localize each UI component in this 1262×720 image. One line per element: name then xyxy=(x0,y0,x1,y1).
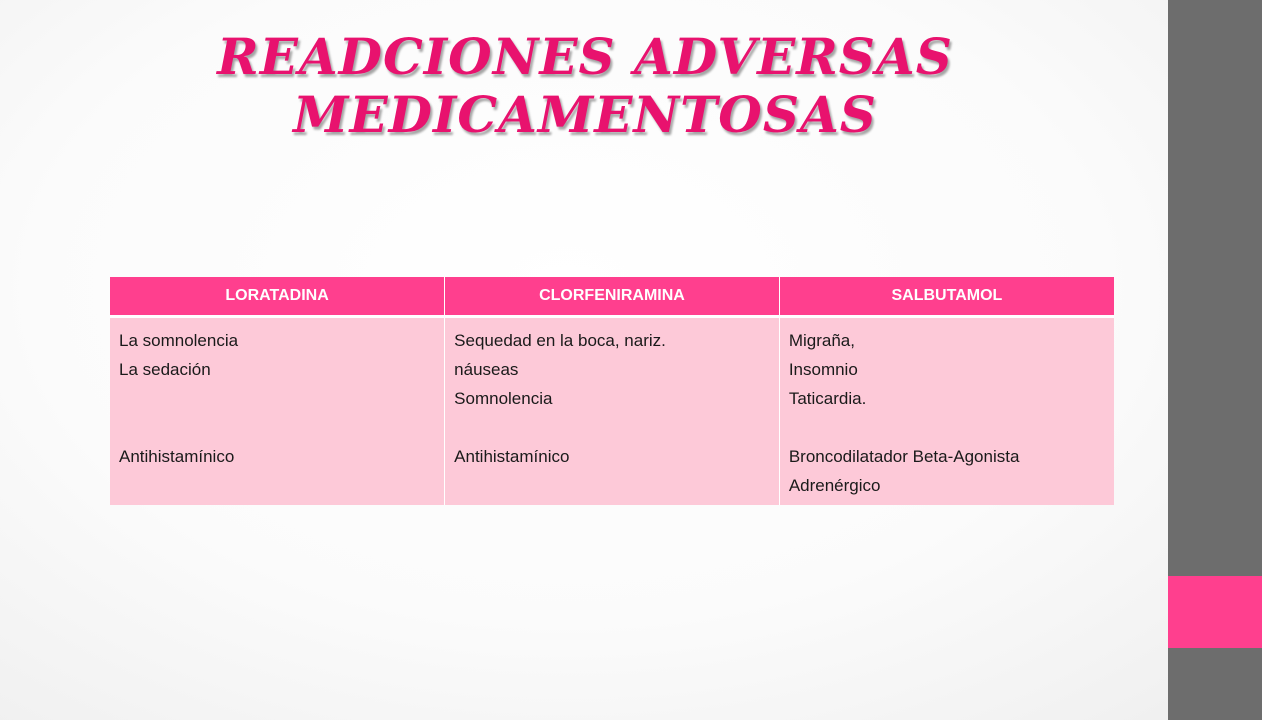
cell-salbutamol xyxy=(779,317,1114,506)
effect-text: náuseas xyxy=(454,360,519,379)
classification-text: Antihistamínico xyxy=(454,447,570,466)
spacer xyxy=(454,413,770,442)
side-accent-block xyxy=(1168,576,1262,648)
classification-text: Broncodilatador Beta-Agonista xyxy=(788,447,1020,466)
effect-text: La sedación xyxy=(119,360,211,379)
header-salbutamol: SALBUTAMOL xyxy=(779,277,1114,317)
header-clorfeniramina: CLORFENIRAMINA xyxy=(445,277,780,317)
title-line-2: MEDICAMENTOSAS xyxy=(293,85,877,144)
table-row xyxy=(110,317,1114,506)
header-loratadina: LORATADINA xyxy=(110,277,445,317)
cell-loratadina xyxy=(110,317,445,506)
effect-text: Insomnio xyxy=(788,360,858,379)
effect-text: La somnolencia xyxy=(119,331,239,350)
title-line-1: READCIONES ADVERSAS xyxy=(217,27,953,86)
adverse-reactions-table xyxy=(110,277,1114,505)
effect-text: Sequedad en la boca, nariz. xyxy=(454,331,666,350)
cell-clorfeniramina xyxy=(445,317,780,506)
effect-text: Somnolencia xyxy=(454,389,553,408)
slide-title xyxy=(150,28,1020,144)
classification-text: Adrenérgico xyxy=(788,476,881,495)
classification-text: Antihistamínico xyxy=(119,447,235,466)
effect-text: Taticardia. xyxy=(788,389,867,408)
table-header-row xyxy=(110,277,1114,317)
effect-text: Migraña, xyxy=(788,331,855,350)
spacer xyxy=(119,384,435,442)
